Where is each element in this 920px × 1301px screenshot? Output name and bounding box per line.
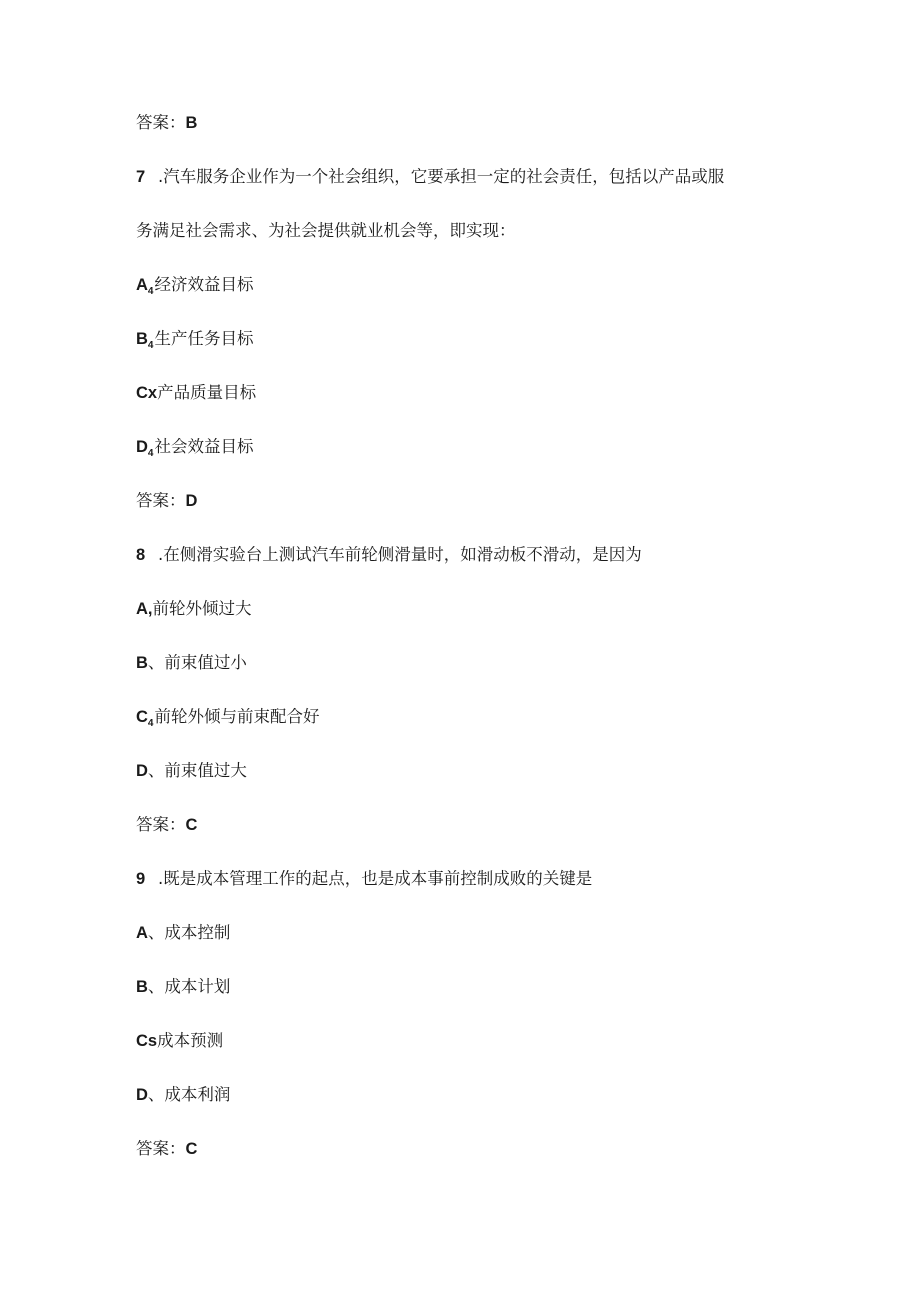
option-separator: 、 [147,923,165,942]
answer-line [136,113,197,133]
question-number: 8 [136,546,146,564]
question-number: 7 [136,168,146,186]
option-text: 社会效益目标 [154,437,254,456]
option-text: 前束值过大 [164,761,247,780]
option-text: 经济效益目标 [154,275,254,294]
option-b [136,977,230,997]
option-separator: s [147,1032,158,1050]
option-a [136,275,253,298]
option-letter: B [136,330,148,348]
option-c [136,383,256,403]
option-separator: 、 [147,1085,165,1104]
option-text: 成本控制 [164,923,231,942]
question-number: 9 [136,870,146,888]
option-b [136,653,247,673]
option-separator: 、 [147,761,165,780]
option-letter: D [136,438,148,456]
option-letter: C [136,384,148,402]
answer-label: 答案： [136,491,186,510]
answer-line [136,1139,197,1159]
option-text: 成本预测 [157,1031,224,1050]
option-text: 生产任务目标 [154,329,254,348]
option-text: 成本利润 [164,1085,231,1104]
option-d [136,437,253,460]
option-text: 成本计划 [164,977,231,996]
option-a [136,923,230,943]
answer-label: 答案： [136,113,186,132]
answer-label: 答案： [136,815,186,834]
option-c [136,1031,223,1051]
question-7-line-1 [136,167,724,187]
question-text: .汽车服务企业作为一个社会组织，它要承担一定的社会责任，包括以产品或服 [158,167,725,186]
question-8-line [136,545,642,565]
option-d [136,761,247,781]
option-letter: A [136,924,148,942]
question-text: .既是成本管理工作的起点，也是成本事前控制成败的关键是 [158,869,593,888]
question-text-continued: 务满足社会需求、为社会提供就业机会等，即实现： [136,221,516,240]
question-7-line-2 [136,221,516,241]
option-d [136,1085,230,1105]
answer-line [136,491,197,511]
question-9-line [136,869,592,889]
option-letter: B [136,654,148,672]
option-separator: , [147,600,153,618]
option-mark: 4 [147,286,154,297]
answer-value: C [185,816,198,834]
option-mark: 4 [147,718,154,729]
option-mark: 4 [147,340,154,351]
option-text: 前轮外倾与前束配合好 [154,707,320,726]
answer-value: D [185,492,198,510]
answer-value: C [185,1140,198,1158]
option-letter: B [136,978,148,996]
option-letter: D [136,762,148,780]
answer-label: 答案： [136,1139,186,1158]
option-mark: 4 [147,448,154,459]
option-letter: D [136,1086,148,1104]
option-letter: A [136,600,148,618]
question-text: .在侧滑实验台上测试汽车前轮侧滑量时，如滑动板不滑动，是因为 [158,545,642,564]
option-b [136,329,253,352]
option-a [136,599,252,619]
answer-line [136,815,197,835]
option-letter: A [136,276,148,294]
option-letter: C [136,1032,148,1050]
option-separator: x [147,384,158,402]
option-c [136,707,319,730]
option-separator: 、 [147,653,165,672]
answer-value: B [185,114,198,132]
option-text: 前束值过小 [164,653,247,672]
option-separator: 、 [147,977,165,996]
option-text: 前轮外倾过大 [152,599,252,618]
option-text: 产品质量目标 [157,383,257,402]
option-letter: C [136,708,148,726]
